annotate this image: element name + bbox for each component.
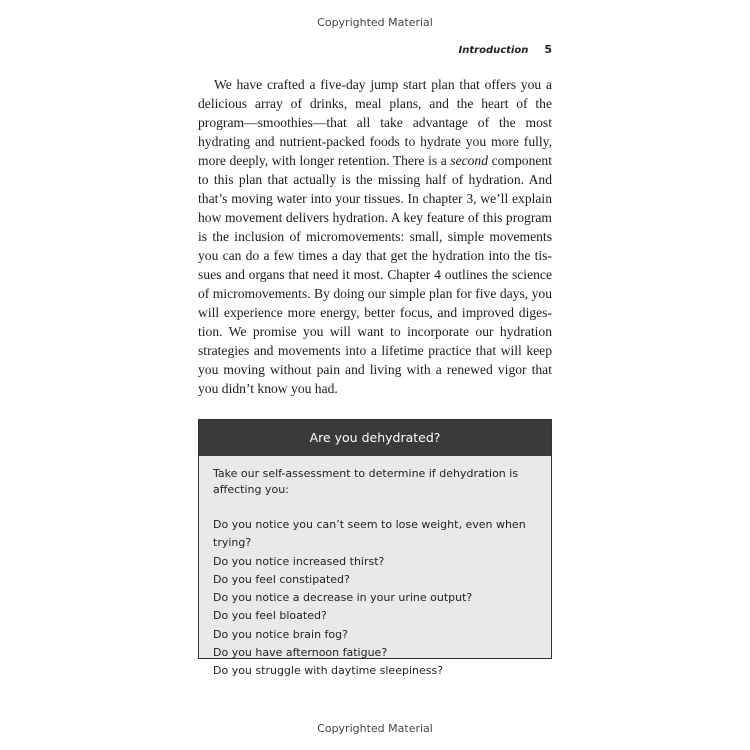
body-text-part-1: We have crafted a five-day jump start plan that offers you a delicious array of drinks, meal plans, and the heart of the program—smoothies—that all take advantage of the most hydrating and nutrient-packed foods to hydrate you more fully, more deeply, with longer retention. There is a bbox=[198, 77, 552, 168]
sidebar-intro: Take our self-assessment to determine if dehydration is affecting you: bbox=[213, 467, 519, 496]
dehydration-sidebar bbox=[198, 419, 552, 678]
question-item: Do you have afternoon fatigue? bbox=[213, 646, 388, 660]
body-paragraph bbox=[198, 75, 552, 398]
watermark-top: Copyrighted Material bbox=[317, 16, 433, 29]
question-item: Do you feel constipated? bbox=[213, 572, 350, 586]
sidebar-body bbox=[199, 456, 551, 681]
section-title: Introduction bbox=[458, 45, 529, 56]
body-text-part-2: component to this plan that actually is the missing half of hydration. And that’s moving water into your tissues. In chapter 3, we’ll explain how movement delivers hydration. A key feature of this program is the inclusion of micromovements: small, simple movements you can do a few times a day that get the hydration into the tissues and organs that need it most. Chapter 4 outlines the science of micromovements. By doing our simple plan for five days, you will experience more energy, better focus, and improved digestion. We promise you will want to incorporate our hydration strategies and movements into a lifetime practice that will keep you moving without pain and living with a renewed vigor that you didn’t know you had. bbox=[198, 153, 552, 396]
body-text-emphasis: second bbox=[450, 153, 489, 168]
question-item: Do you notice increased thirst? bbox=[213, 554, 385, 568]
question-item: Do you notice brain fog? bbox=[213, 627, 348, 641]
question-item: Do you struggle with daytime sleepiness? bbox=[213, 664, 444, 678]
sidebar-title: Are you dehydrated? bbox=[199, 420, 551, 456]
question-item: Do you feel bloated? bbox=[213, 609, 327, 623]
question-item: Do you notice you can’t seem to lose weight, even when trying? bbox=[213, 518, 526, 550]
page-number: 5 bbox=[544, 43, 552, 56]
watermark-bottom: Copyrighted Material bbox=[317, 722, 433, 735]
question-item: Do you notice a decrease in your urine output? bbox=[213, 591, 473, 605]
running-head bbox=[459, 43, 552, 56]
question-list bbox=[213, 516, 537, 681]
